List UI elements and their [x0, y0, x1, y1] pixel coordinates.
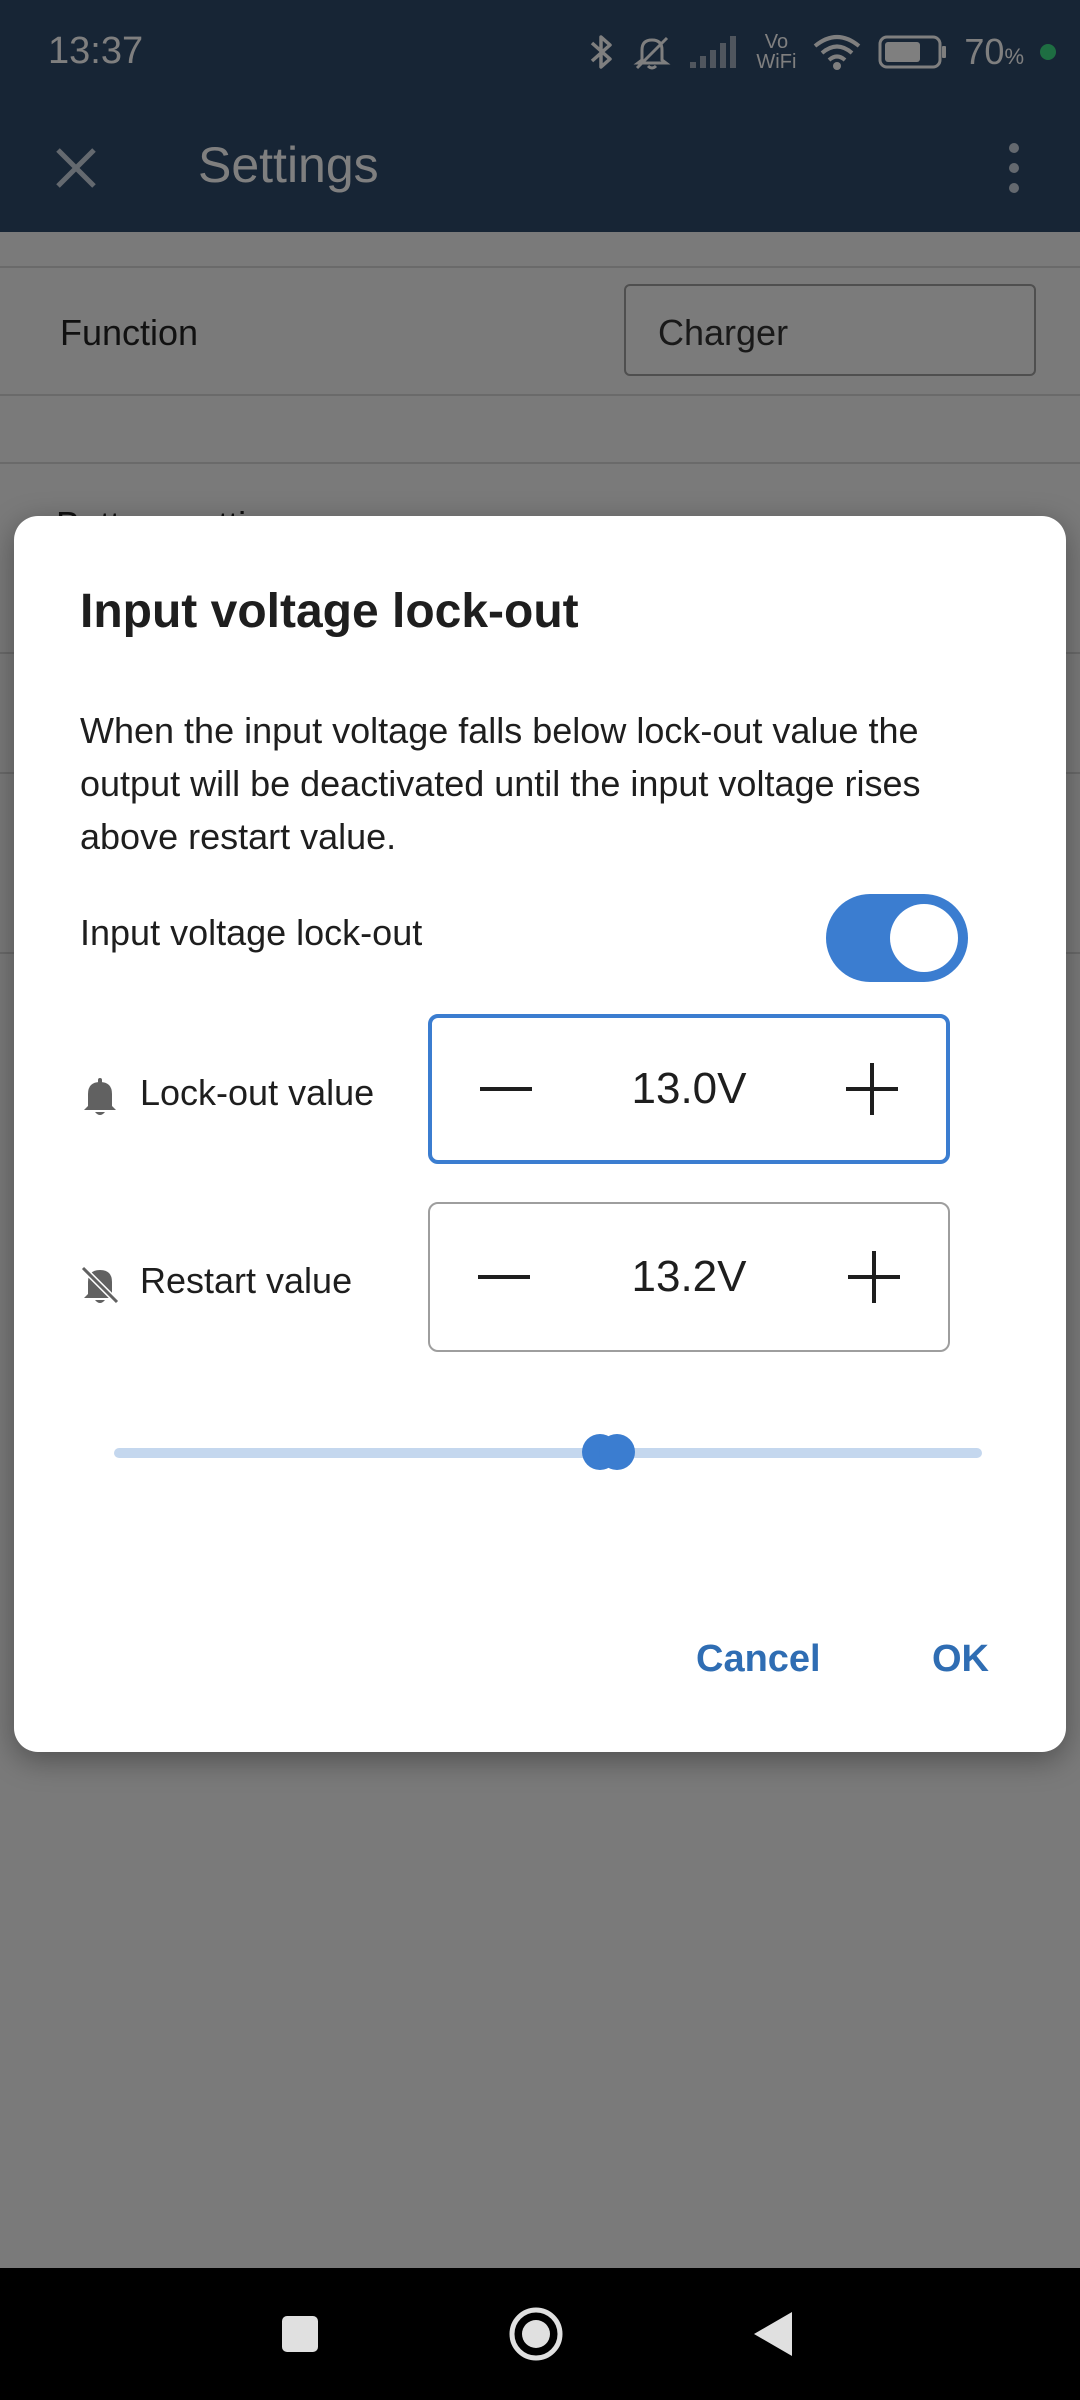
lockout-value: 13.0V — [631, 1064, 747, 1113]
bell-off-icon — [80, 1262, 120, 1306]
cancel-button[interactable]: Cancel — [696, 1638, 821, 1680]
back-icon — [738, 2298, 810, 2370]
navigation-bar — [0, 2268, 1080, 2400]
recents-icon — [264, 2298, 336, 2370]
back-button[interactable] — [738, 2298, 810, 2370]
restart-value-label: Restart value — [140, 1260, 353, 1301]
recents-button[interactable] — [264, 2298, 336, 2370]
lockout-value-label: Lock-out value — [140, 1072, 375, 1113]
restart-value: 13.2V — [631, 1252, 747, 1301]
lockout-toggle-label: Input voltage lock-out — [80, 912, 423, 953]
restart-slider-thumb[interactable] — [599, 1434, 635, 1470]
ok-button[interactable]: OK — [932, 1638, 989, 1680]
bell-icon — [80, 1074, 120, 1118]
plus-icon[interactable] — [846, 1249, 902, 1305]
home-icon — [500, 2298, 572, 2370]
toggle-knob — [890, 904, 958, 972]
lockout-toggle[interactable] — [826, 894, 968, 982]
home-button[interactable] — [500, 2298, 572, 2370]
voltage-range-slider[interactable] — [114, 1422, 982, 1482]
dialog-title: Input voltage lock-out — [80, 585, 579, 638]
lockout-dialog — [14, 516, 1066, 1752]
dialog-description: When the input voltage falls below lock-out value the output will be deactivated until the input voltage rises above restart value. — [80, 710, 921, 857]
lockout-value-stepper — [428, 1014, 950, 1164]
slider-track — [114, 1448, 982, 1458]
plus-icon[interactable] — [844, 1061, 900, 1117]
restart-value-stepper — [428, 1202, 950, 1352]
